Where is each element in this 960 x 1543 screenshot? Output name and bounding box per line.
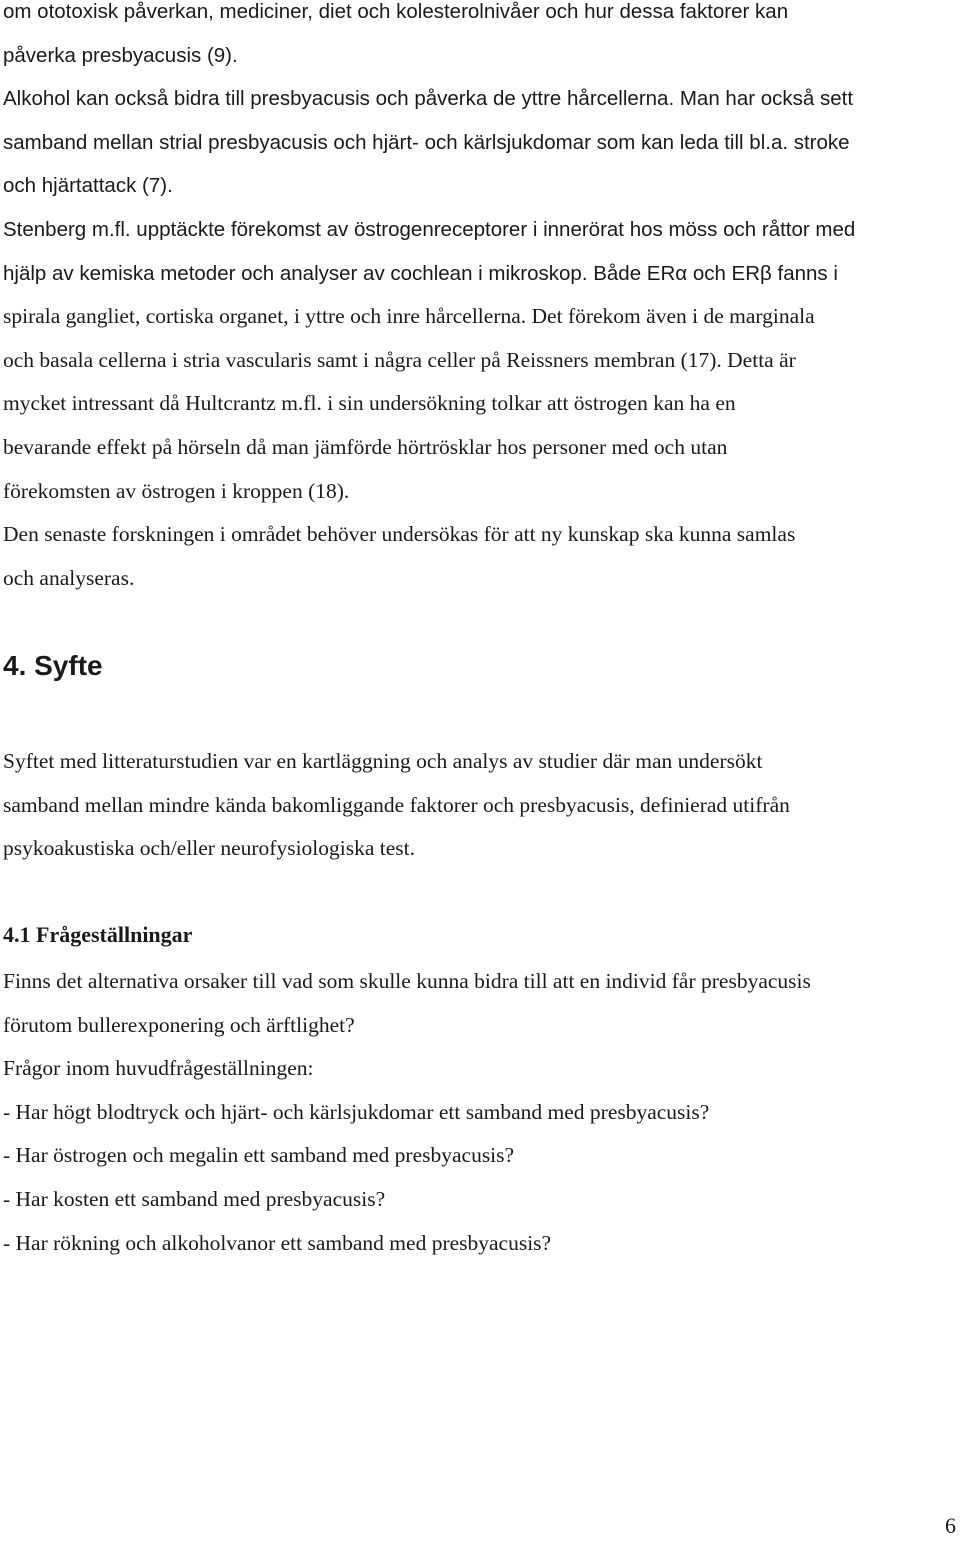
text-line: och hjärtattack (7).: [3, 174, 173, 198]
text-line: Den senaste forskningen i området behöver undersökas för att ny kunskap ska kunna samlas: [3, 522, 796, 547]
text-line: mycket intressant då Hultcrantz m.fl. i sin undersökning tolkar att östrogen kan ha en: [3, 391, 736, 416]
text-line: förutom bullerexponering och ärftlighet?: [3, 1012, 355, 1037]
text-line: Frågor inom huvudfrågeställningen:: [3, 1056, 314, 1081]
text-line: Alkohol kan också bidra till presbyacusis och påverka de yttre hårcellerna. Man har också sett: [3, 87, 854, 111]
text-line: påverka presbyacusis (9).: [3, 43, 238, 67]
list-item: - Har kosten ett samband med presbyacusis?: [3, 1186, 386, 1211]
text-line: samband mellan mindre kända bakomliggande faktorer och presbyacusis, definierad utifrån: [3, 792, 790, 817]
list-item: - Har östrogen och megalin ett samband med presbyacusis?: [3, 1143, 515, 1168]
list-item: - Har rökning och alkoholvanor ett samband med presbyacusis?: [3, 1230, 552, 1255]
text-line: förekomsten av östrogen i kroppen (18).: [3, 478, 350, 503]
text-line: Finns det alternativa orsaker till vad som skulle kunna bidra till att en individ får presbyacusis: [3, 969, 811, 993]
list-item: - Har högt blodtryck och hjärt- och kärlsjukdomar ett samband med presbyacusis?: [3, 1099, 710, 1124]
page-number: 6: [945, 1513, 956, 1538]
text-line: hjälp av kemiska metoder och analyser av cochlean i mikroskop. Både ERα och ERβ fanns i: [3, 261, 838, 285]
text-line: bevarande effekt på hörseln då man jämförde hörtrösklar hos personer med och utan: [3, 434, 728, 459]
text-line: om ototoxisk påverkan, mediciner, diet och kolesterolnivåer och hur dessa faktorer kan: [3, 0, 789, 23]
text-line: samband mellan strial presbyacusis och hjärt- och kärlsjukdomar som kan leda till bl.a. stroke: [3, 130, 850, 154]
intro-text-block: [3, 0, 958, 600]
text-line: och analyseras.: [3, 565, 135, 590]
text-line: psykoakustiska och/eller neurofysiologiska test.: [3, 836, 416, 861]
aim-text-block: [3, 740, 958, 871]
text-line: spirala gangliet, cortiska organet, i yttre och inre hårcellerna. Det förekom även i de marginala: [3, 304, 815, 329]
text-line: Syftet med litteraturstudien var en kartläggning och analys av studier där man undersökt: [3, 749, 763, 773]
section-heading-syfte: 4. Syfte: [3, 650, 103, 681]
section-heading-fragestallningar: 4.1 Frågeställningar: [3, 922, 193, 947]
questions-text-block: [3, 960, 958, 1265]
text-line: Stenberg m.fl. upptäckte förekomst av östrogenreceptorer i innerörat hos möss och råttor med: [3, 217, 856, 241]
text-line: och basala cellerna i stria vascularis samt i några celler på Reissners membran (17). Detta är: [3, 347, 796, 372]
